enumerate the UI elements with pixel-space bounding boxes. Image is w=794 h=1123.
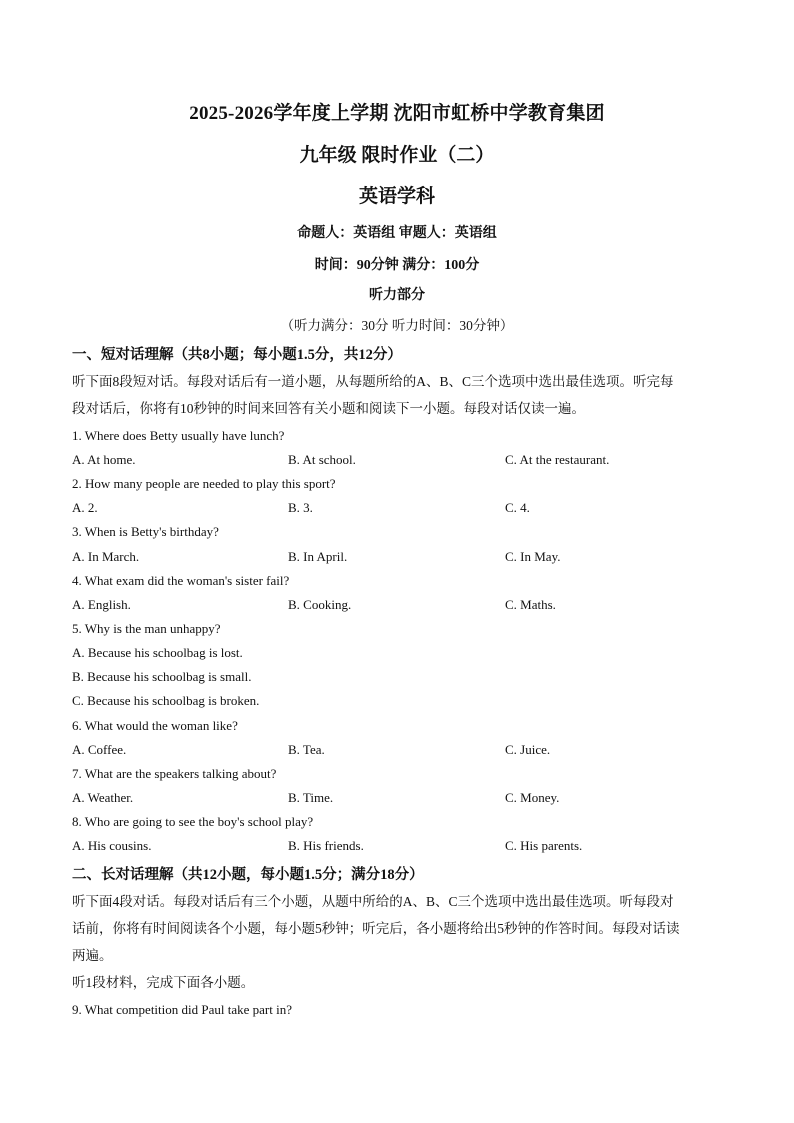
q7-option-a: A. Weather. [72,790,134,805]
q7-option-b: B. Time. [288,790,334,805]
q6-option-c: C. Juice. [505,742,551,757]
q3-option-a: A. In March. [72,549,140,564]
question-5: 5. Why is the man unhappy? [72,621,221,636]
q6-option-b: B. Tea. [288,742,325,757]
q4-option-b: B. Cooking. [288,597,352,612]
question-9: 9. What competition did Paul take part in? [72,1002,292,1017]
question-7: 7. What are the speakers talking about? [72,766,277,781]
section2-instructions-3: 两遍。 [72,948,113,963]
section2-instructions-2: 话前，你将有时间阅读各个小题，每小题5秒钟；听完后，各小题将给出5秒钟的作答时间。每段对话读 [72,921,680,936]
q8-option-c: C. His parents. [505,838,583,853]
exam-subtitle: 九年级 限时作业（二） [299,145,495,166]
q5-option-b: B. Because his schoolbag is small. [72,669,252,684]
q1-option-b: B. At school. [288,452,356,467]
time-score-line: 时间：90分钟 满分：100分 [314,258,480,273]
q5-option-c: C. Because his schoolbag is broken. [72,693,260,708]
q1-option-a: A. At home. [72,452,136,467]
q1-option-c: C. At the restaurant. [505,452,610,467]
section2-instructions-1: 听下面4段对话。每段对话后有三个小题，从题中所给的A、B、C三个选项中选出最佳选项。听每段对 [72,894,674,909]
section1-instructions-2: 段对话后，你将有10秒钟的时间来回答有关小题和阅读下一小题。每段对话仅读一遍。 [72,401,585,416]
section1-heading: 一、短对话理解（共8小题；每小题1.5分，共12分） [72,347,402,363]
question-3: 3. When is Betty's birthday? [72,524,219,539]
q3-option-b: B. In April. [288,549,348,564]
listening-part-title: 听力部分 [369,288,425,303]
question-4: 4. What exam did the woman's sister fail? [72,573,290,588]
q4-option-c: C. Maths. [505,597,556,612]
q2-option-b: B. 3. [288,500,313,515]
question-1: 1. Where does Betty usually have lunch? [72,428,285,443]
question-2: 2. How many people are needed to play this sport? [72,476,336,491]
section1-instructions-1: 听下面8段短对话。每段对话后有一道小题，从每题所给的A、B、C三个选项中选出最佳选项。听完每 [72,374,674,389]
q4-option-a: A. English. [72,597,131,612]
q8-option-a: A. His cousins. [72,838,152,853]
material-note: 听1段材料，完成下面各小题。 [72,975,255,990]
authors-line: 命题人：英语组 审题人：英语组 [297,226,497,241]
question-6: 6. What would the woman like? [72,718,238,733]
q7-option-c: C. Money. [505,790,560,805]
exam-title: 2025-2026学年度上学期 沈阳市虹桥中学教育集团 [189,103,605,124]
subject-title: 英语学科 [358,186,435,207]
section2-heading: 二、长对话理解（共12小题，每小题1.5分；满分18分） [72,867,424,883]
q2-option-a: A. 2. [72,500,98,515]
q8-option-b: B. His friends. [288,838,364,853]
q3-option-c: C. In May. [505,549,561,564]
q5-option-a: A. Because his schoolbag is lost. [72,645,243,660]
q6-option-a: A. Coffee. [72,742,127,757]
q2-option-c: C. 4. [505,500,530,515]
question-8: 8. Who are going to see the boy's school play? [72,814,314,829]
listening-info: （听力满分：30分 听力时间：30分钟） [280,318,514,333]
